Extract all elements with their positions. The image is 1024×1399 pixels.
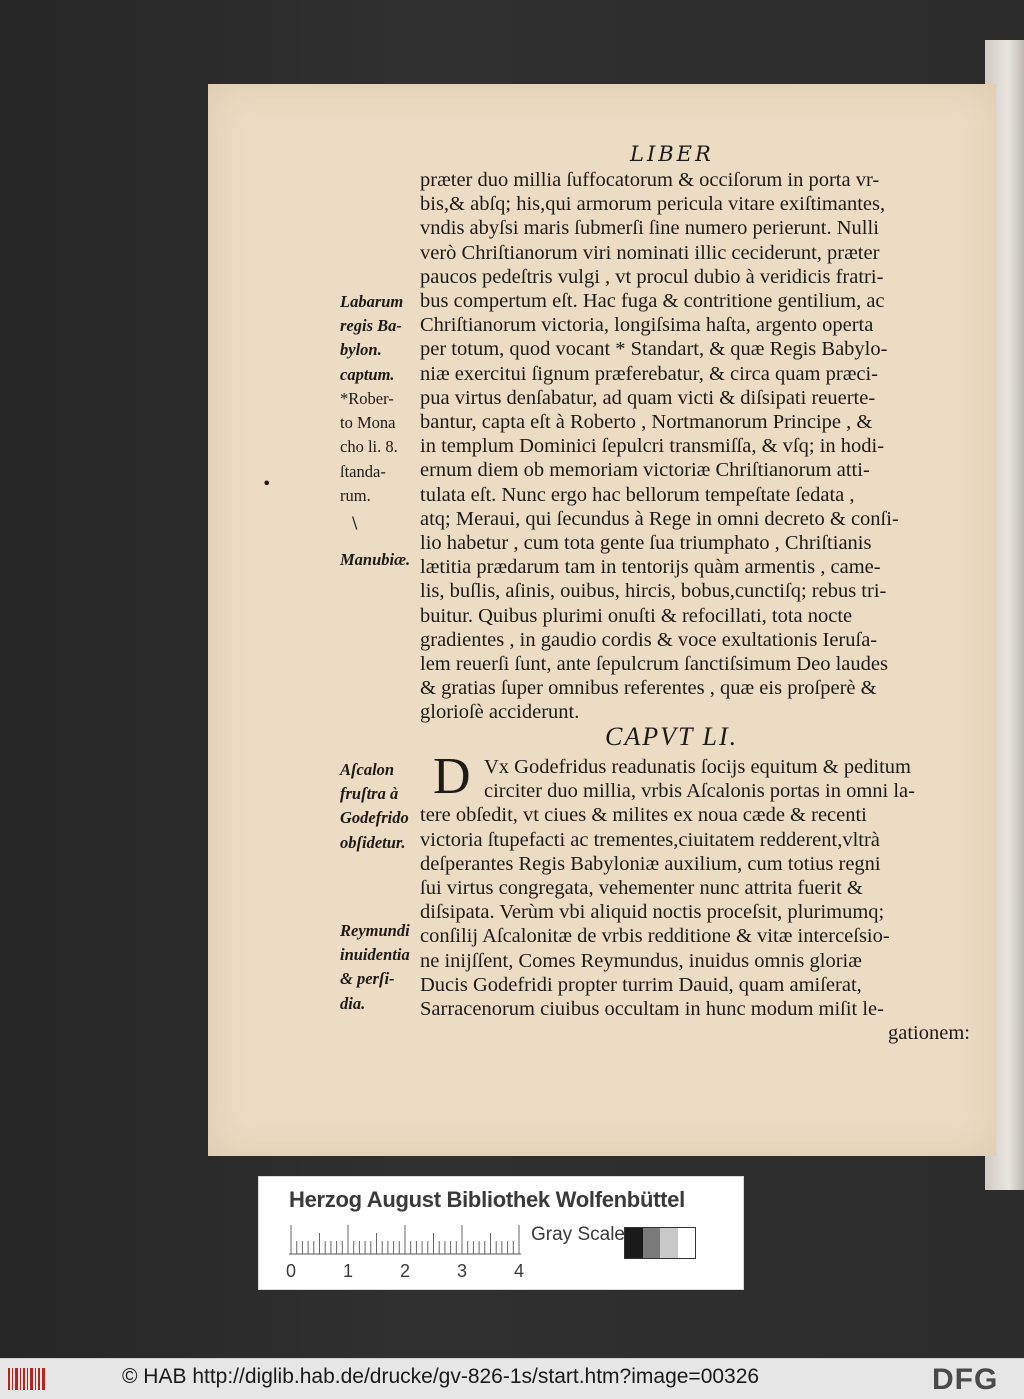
text-line: ernum diem ob memoriam victoriæ Chriſtianorum atti-: [420, 459, 870, 482]
text-line: lem reuerſi ſunt, ante ſepulcrum ſanctiſsimum Deo laudes: [420, 653, 888, 676]
running-head: LIBER: [630, 142, 714, 166]
text-line: ſui virtus congregata, vehementer nunc attrita fuerit &: [420, 877, 863, 900]
text-line: niæ exercitui ſignum præferebatur, & circa quam præci-: [420, 362, 878, 385]
footer-credit-link[interactable]: © HAB http://diglib.hab.de/drucke/gv-826-1s/start.htm?image=00326: [122, 1365, 760, 1388]
text-line: lio habetur , cum tota gente ſua triumphato , Chriſtianis: [420, 532, 872, 555]
text-line: & perſi-: [340, 969, 395, 989]
scale-ruler: [289, 1225, 521, 1255]
text-line: & gratias ſuper omnibus referentes , quæ eis proſperè &: [420, 677, 877, 700]
text-line: fruſtra à: [340, 784, 399, 804]
text-line: Reymundi: [340, 921, 410, 940]
gray-swatch-cell: [678, 1228, 696, 1258]
text-line: paucos pedeſtris vulgi , vt procul dubio à veridicis fratri-: [420, 265, 884, 288]
text-line: bylon.: [340, 340, 382, 360]
text-line: verò Chriſtianorum viri nominati illic ceciderunt, præter: [420, 241, 880, 264]
text-line: to Mona: [340, 413, 396, 433]
text-line: lis, buſlis, aſinis, ouibus, hircis, bobus,cunctiſq; rebus tri-: [420, 580, 887, 603]
text-line: gradientes , in gaudio cordis & voce exultationis Ieruſa-: [420, 628, 878, 651]
text-line: bis,& abſq; his,qui armorum pericula vitare exiſtimantes,: [420, 193, 886, 216]
text-line: Labarum: [340, 292, 404, 311]
text-line: tere obſedit, vt ciues & milites ex noua cæde & recenti: [420, 804, 867, 827]
text-line: bantur, capta eſt à Roberto , Nortmanorum Principe , &: [420, 411, 873, 434]
text-line: ſtanda-: [340, 461, 386, 481]
ruler-label: 4: [514, 1261, 525, 1281]
gray-scale-label: Gray Scale: [531, 1224, 625, 1245]
text-line: vndis abyſsi maris ſubmerſi ſine numero perierunt. Nulli: [420, 217, 879, 240]
gray-swatch-cell: [660, 1228, 678, 1258]
text-line: præter duo millia ſuffocatorum & occiſorum in porta vr-: [420, 169, 880, 191]
text-line: dia.: [340, 993, 366, 1013]
text-line: gationem:: [888, 1022, 970, 1045]
text-line: glorioſè acciderunt.: [420, 701, 580, 724]
ruler-label: 2: [400, 1261, 411, 1281]
text-block-2: [420, 755, 970, 1045]
footer-bar: [0, 1358, 1024, 1399]
text-line: Vx Godefridus readunatis ſocijs equitum & peditum: [484, 756, 912, 778]
text-line: captum.: [340, 364, 395, 384]
text-line: Ducis Godefridi propter turrim Dauid, quam amiſerat,: [420, 973, 862, 996]
text-line: Aſcalon: [340, 760, 395, 779]
margin-note-labarum: [340, 290, 430, 387]
margin-note-ascalon: [340, 758, 430, 855]
text-line: lætitia prædarum tam in tentorijs quàm armentis , came-: [420, 556, 881, 579]
text-line: atq; Meraui, qui ſecundus à Rege in omni decreto & conſi-: [420, 507, 899, 530]
drop-cap: D: [433, 748, 471, 805]
text-line: pua virtus denſabatur, ad quam victi & diſsipati reuerte-: [420, 386, 876, 409]
margin-note-reymundi: [340, 919, 430, 1016]
text-line: rum.: [340, 485, 371, 505]
text-line: per totum, quod vocant * Standart, & quæ Regis Babylo-: [420, 338, 888, 361]
text-line: Manubiæ.: [340, 550, 411, 569]
text-line: inuidentia: [340, 945, 410, 965]
text-line: circiter duo millia, vrbis Aſcalonis portas in omni la-: [484, 780, 915, 803]
text-line: tulata eſt. Nunc ergo hac bellorum tempeſtate ſedata ,: [420, 483, 855, 506]
text-line: ne iniјſſent, Comes Reymundus, inuidus omnis gloriæ: [420, 949, 862, 972]
barcode-icon: [6, 1365, 48, 1393]
gray-swatch-cell: [643, 1228, 661, 1258]
text-line: regis Ba-: [340, 316, 402, 336]
ruler-label: 0: [286, 1261, 297, 1281]
text-block-2-body: [420, 803, 970, 1021]
library-color-strip: [258, 1176, 744, 1290]
dfg-logo: DFG: [932, 1363, 999, 1396]
text-line: cho li. 8.: [340, 437, 398, 457]
text-line: in templum Dominici ſepulcri transmiſſa, & vſq; in hodi-: [420, 435, 885, 458]
ruler-labels: [286, 1261, 546, 1281]
text-line: conſilij Aſcalonitæ de vrbis redditione & vitæ interceſsio-: [420, 925, 890, 948]
text-line: Sarracenorum ciuibus occultam in hunc modum miſit le-: [420, 998, 884, 1021]
ruler-label: 3: [457, 1261, 468, 1281]
ink-mark: \: [352, 513, 358, 532]
gray-scale-swatch: [624, 1227, 696, 1259]
text-line: bus compertum eſt. Hac fuga & contritione gentilium, ac: [420, 290, 885, 313]
text-block-1: [420, 168, 970, 725]
margin-note-manubiae: [340, 548, 430, 572]
margin-note-robert: [340, 387, 430, 508]
ruler-label: 1: [343, 1261, 354, 1281]
text-line: deſperantes Regis Babyloniæ auxilium, cum totius regni: [420, 852, 881, 875]
text-line: Godefrido: [340, 808, 409, 828]
text-line: obſidetur.: [340, 832, 406, 852]
chapter-heading: CAPVT LI.: [605, 722, 739, 751]
text-line: diſsipata. Verùm vbi aliquid noctis proceſsit, plurimumq;: [420, 901, 885, 924]
text-line: buitur. Quibus plurimi onuſti & refocillati, tota nocte: [420, 604, 853, 627]
text-line: Chriſtianorum victoria, longiſsima haſta, argento operta: [420, 314, 874, 337]
text-line: victoria ſtupefacti ac trementes,ciuitatem redderent,vltrà: [420, 828, 880, 851]
ink-mark: •: [262, 474, 272, 493]
library-title: Herzog August Bibliothek Wolfenbüttel: [289, 1187, 685, 1212]
text-line: *Rober-: [340, 389, 394, 408]
gray-swatch-cell: [625, 1228, 643, 1258]
